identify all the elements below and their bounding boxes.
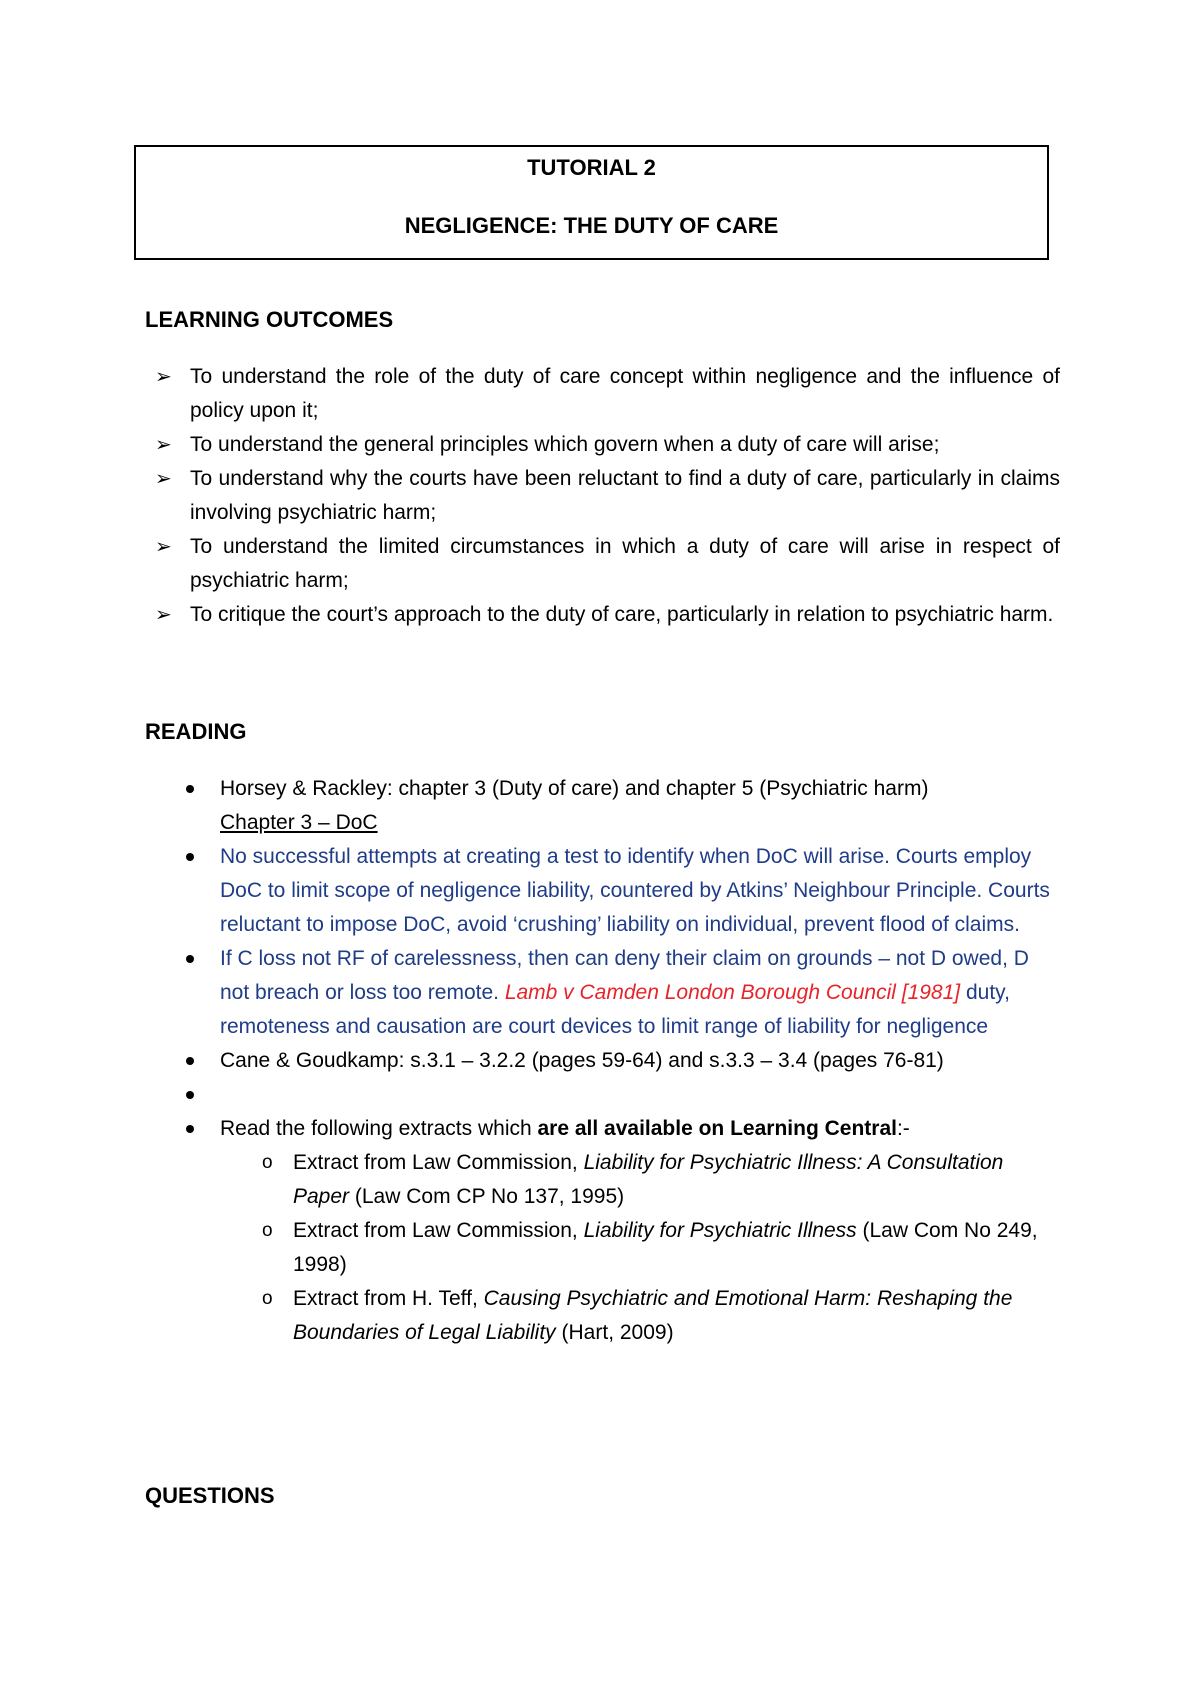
note-text: No successful attempts at creating a test to identify when DoC will arise. Courts employ DoC to limit scope of negligence liability, countered by Atkins’ Neighbour Principle. Courts reluctant to impose DoC, avoid ‘crushing’ liability on individual, prevent flood of claims. [220, 845, 1050, 936]
circle-bullet-icon: o [262, 1220, 273, 1241]
learning-outcomes-list [155, 360, 1060, 632]
outcome-text: To understand why the courts have been reluctant to find a duty of care, particularly in claims involving psychiatric harm; [190, 467, 1060, 524]
tutorial-topic: NEGLIGENCE: THE DUTY OF CARE [404, 213, 779, 238]
bullet-dot-icon [186, 1091, 194, 1099]
reading-note [182, 942, 1062, 1044]
circle-bullet-icon: o [262, 1288, 273, 1309]
outcome-item [155, 530, 1060, 598]
circle-bullet-icon: o [262, 1152, 273, 1173]
extract-details: (Law Com No 249, 1998) [293, 1219, 1038, 1276]
extract-item [182, 1146, 1062, 1214]
reading-note [182, 840, 1062, 942]
outcome-item [155, 428, 1060, 462]
outcome-item [155, 462, 1060, 530]
bullet-dot-icon [186, 1125, 194, 1133]
outcome-item [155, 598, 1060, 632]
reading-text-start: Read the following extracts which [220, 1117, 538, 1140]
reading-item-empty [182, 1078, 1062, 1112]
extract-source: Extract from H. Teff, [293, 1287, 484, 1310]
title-box [134, 145, 1049, 260]
case-citation: Lamb v Camden London Borough Council [1981] [504, 981, 961, 1004]
bullet-dot-icon [186, 853, 194, 861]
reading-text: Cane & Goudkamp: s.3.1 – 3.2.2 (pages 59-64) and s.3.3 – 3.4 (pages 76-81) [220, 1049, 944, 1072]
learning-outcomes-heading: LEARNING OUTCOMES [145, 307, 394, 332]
reading-text-bold: are all available on Learning Central [537, 1117, 897, 1140]
extract-details: (Law Com CP No 137, 1995) [349, 1185, 625, 1208]
reading-item [182, 772, 1062, 840]
extract-source: Extract from Law Commission, [293, 1219, 584, 1242]
bullet-dot-icon [186, 1057, 194, 1065]
questions-heading: QUESTIONS [145, 1483, 275, 1508]
reading-text-end: :- [896, 1117, 910, 1140]
bullet-dot-icon [186, 785, 194, 793]
extract-item [182, 1282, 1062, 1350]
tutorial-number: TUTORIAL 2 [527, 155, 656, 180]
extract-source: Extract from Law Commission, [293, 1151, 584, 1174]
reading-heading: READING [145, 719, 247, 744]
outcome-text: To understand the general principles which govern when a duty of care will arise; [190, 433, 940, 456]
note-text-start: If C loss not RF of carelessness, then can deny their claim on grounds – not D owed, D not breach or loss too remote. [220, 947, 1029, 1004]
extract-title: Liability for Psychiatric Illness [583, 1219, 857, 1242]
bullet-dot-icon [186, 955, 194, 963]
reading-list [182, 772, 1062, 1350]
extract-title: Causing Psychiatric and Emotional Harm: Reshaping the Boundaries of Legal Liability [293, 1287, 1013, 1344]
outcome-text: To understand the role of the duty of care concept within negligence and the influence of policy upon it; [190, 365, 1060, 422]
reading-item [182, 1112, 1062, 1146]
reading-item [182, 1044, 1062, 1078]
outcome-text: To critique the court’s approach to the duty of care, particularly in relation to psychiatric harm. [190, 603, 1054, 626]
note-text-end: duty, remoteness and causation are court devices to limit range of liability for negligence [220, 981, 1010, 1038]
chapter-subheading: Chapter 3 – DoC [220, 811, 378, 834]
arrow-bullet-icon: ➢ [155, 536, 172, 558]
arrow-bullet-icon: ➢ [155, 434, 172, 456]
extract-title: Liability for Psychiatric Illness: A Consultation Paper [293, 1151, 1004, 1208]
arrow-bullet-icon: ➢ [155, 468, 172, 490]
arrow-bullet-icon: ➢ [155, 366, 172, 388]
extract-details: (Hart, 2009) [555, 1321, 674, 1344]
arrow-bullet-icon: ➢ [155, 604, 172, 626]
extract-item [182, 1214, 1062, 1282]
outcome-item [155, 360, 1060, 428]
outcome-text: To understand the limited circumstances in which a duty of care will arise in respect of psychiatric harm; [190, 535, 1060, 592]
reading-text: Horsey & Rackley: chapter 3 (Duty of care) and chapter 5 (Psychiatric harm) [220, 777, 929, 800]
